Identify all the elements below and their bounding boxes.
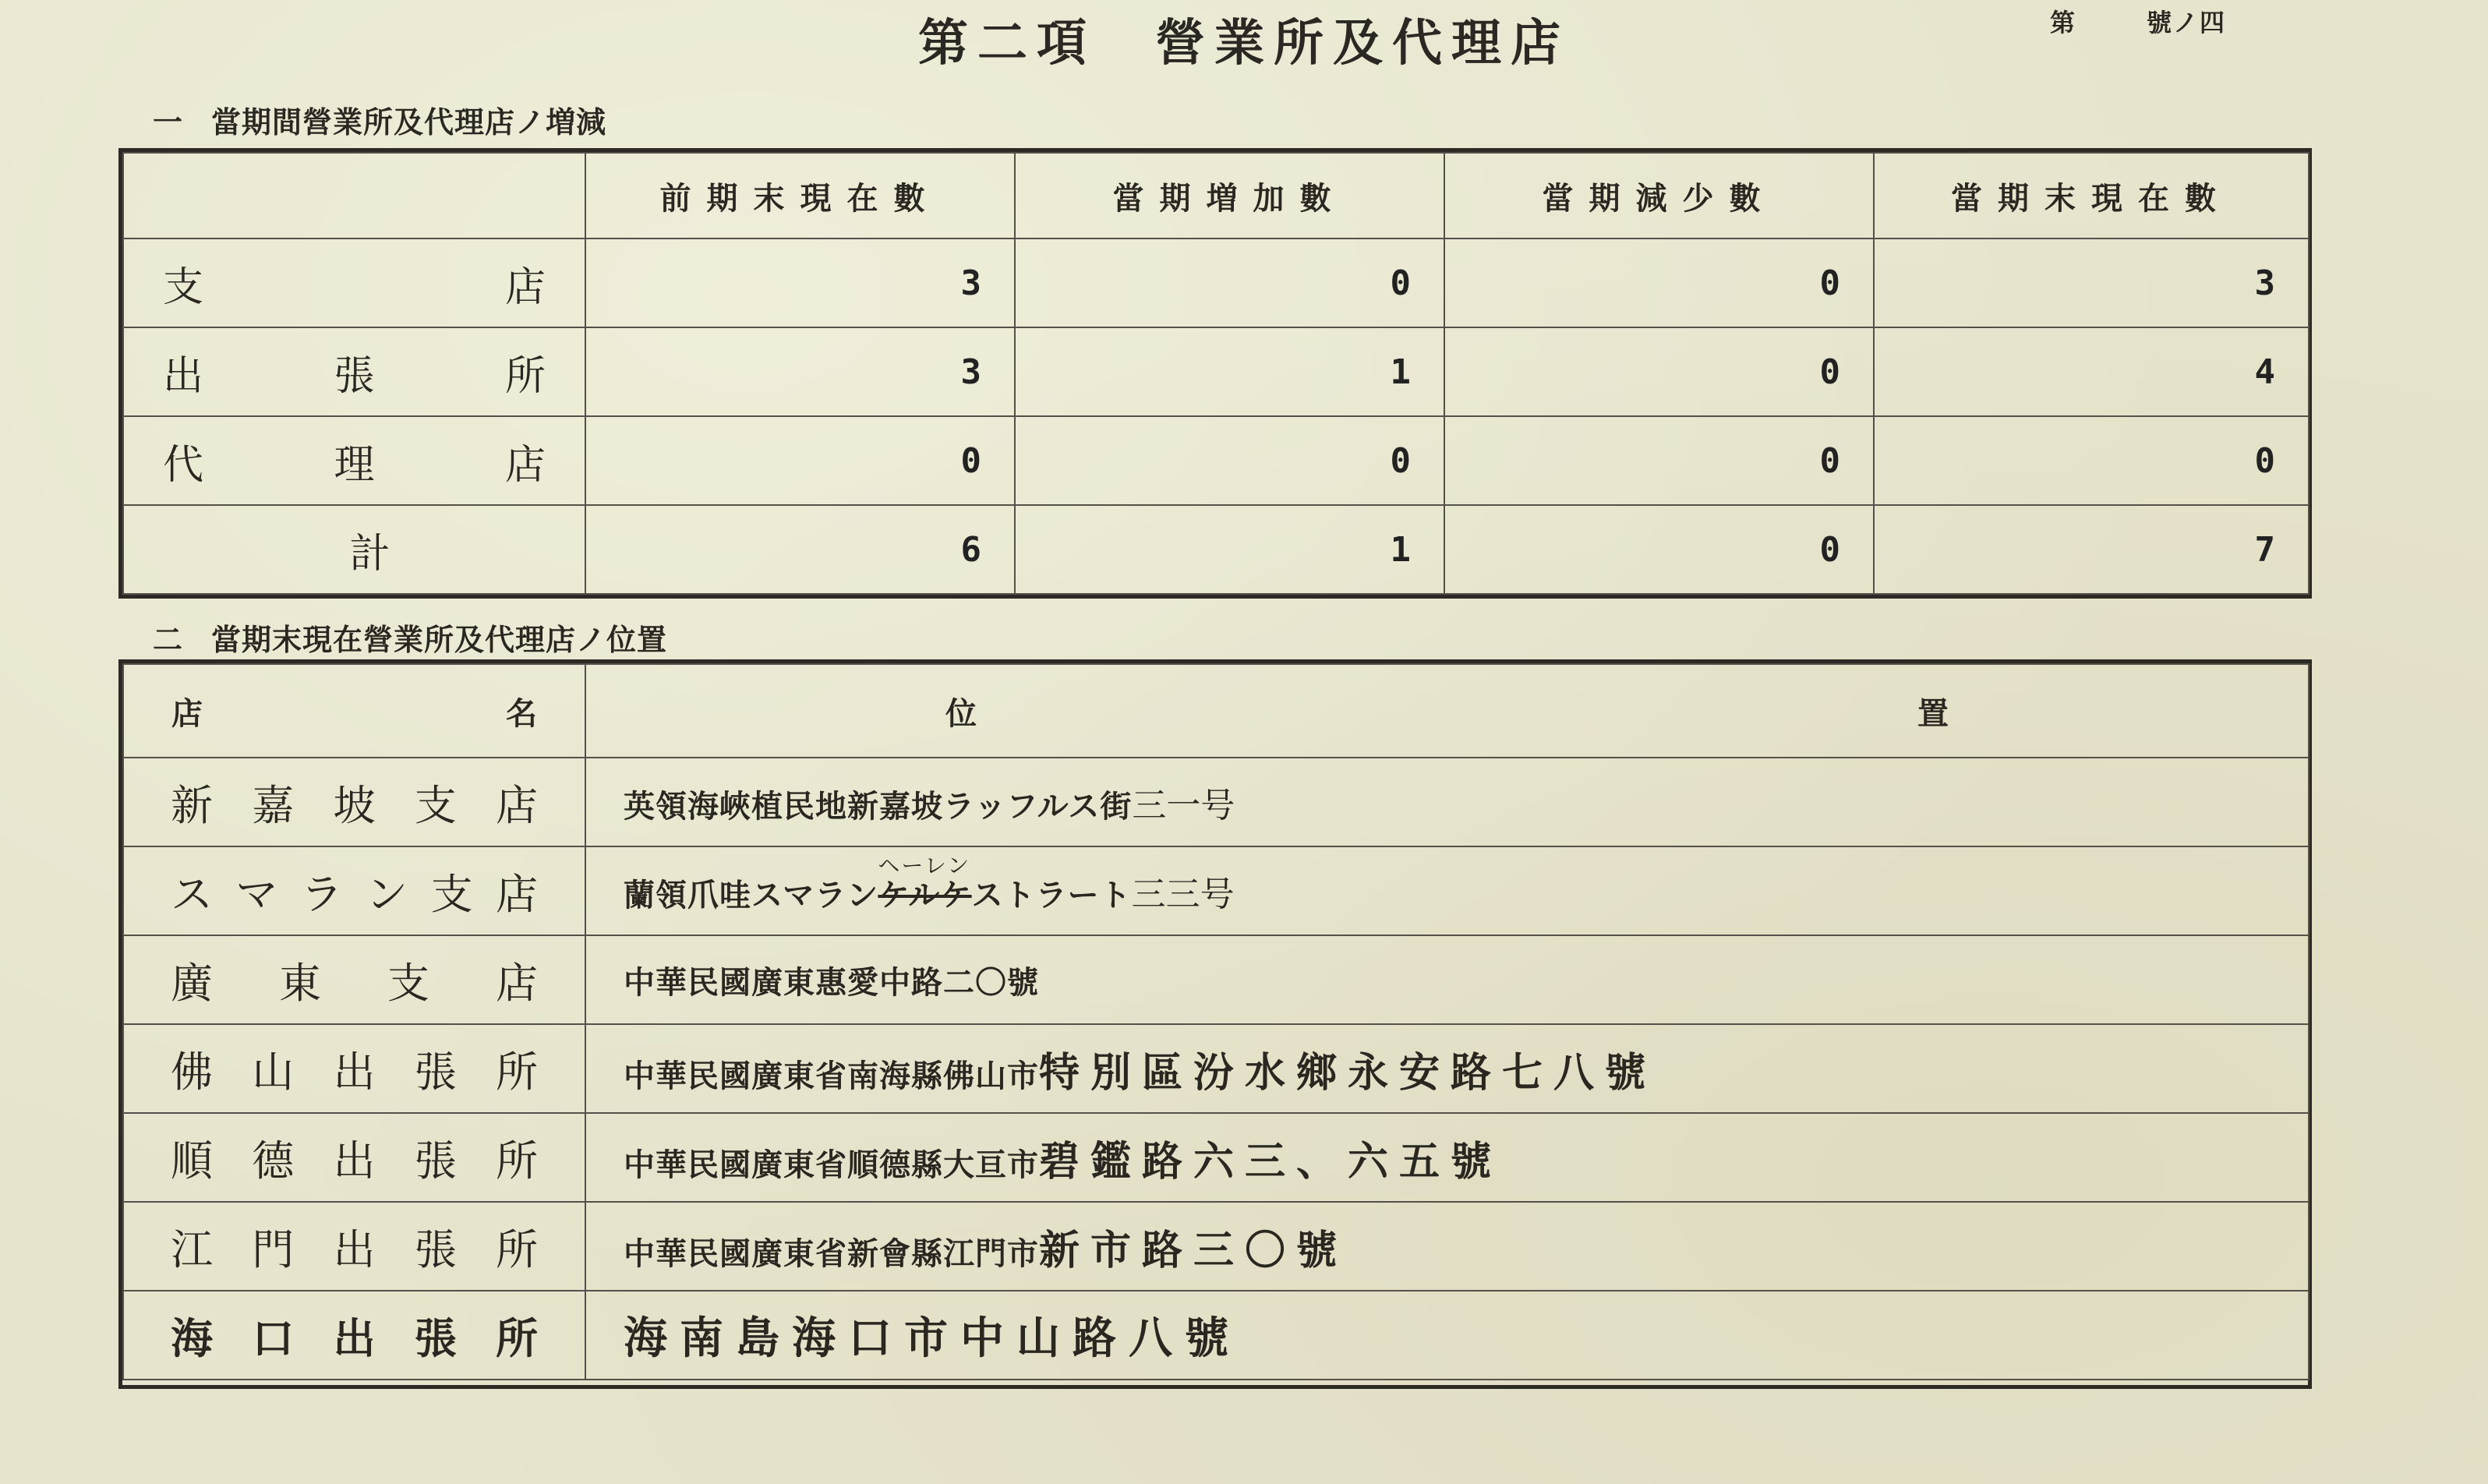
row-label <box>123 238 585 327</box>
table-row <box>123 416 2309 505</box>
location-text-stamped: 三一号 <box>1132 786 1235 825</box>
count-cell: 0 <box>1444 327 1874 416</box>
row-label-char: 代 <box>163 441 204 489</box>
count-cell: 3 <box>1874 238 2309 327</box>
table-row <box>123 238 2309 327</box>
branch-name-char: 張 <box>414 1047 457 1097</box>
branch-name-char: 海 <box>171 1313 213 1363</box>
branch-name-char: ラ <box>300 869 343 919</box>
count-cell: 7 <box>1874 505 2309 594</box>
branch-name-char: 支 <box>430 869 473 919</box>
count-cell: 4 <box>1874 327 2309 416</box>
table-row <box>123 505 2309 594</box>
column-header: 當期増加數 <box>1015 153 1444 238</box>
row-label-char: 理 <box>334 441 375 489</box>
section-1-heading: 一 當期間營業所及代理店ノ増減 <box>153 104 607 140</box>
count-cell: 1 <box>1015 505 1444 594</box>
row-label-char: 計 <box>349 530 391 578</box>
row-label-char: 出 <box>163 352 204 400</box>
branch-name <box>123 1291 585 1380</box>
column-header: 當期減少數 <box>1444 153 1874 238</box>
column-header: 當期末現在數 <box>1874 153 2309 238</box>
table-row <box>123 327 2309 416</box>
branch-location <box>585 1024 2309 1113</box>
column-header-location: 位 置 <box>585 664 2309 758</box>
location-text-stamped: 三三号 <box>1131 874 1235 914</box>
branch-name <box>123 758 585 846</box>
table-row <box>123 846 2309 935</box>
branch-name-char: 山 <box>252 1047 295 1097</box>
branch-name <box>123 1113 585 1202</box>
inserted-text: ヘーレン <box>878 853 971 878</box>
row-label <box>123 505 585 594</box>
location-text-stamped: 特別區汾水鄉永安路七八號 <box>1039 1048 1657 1097</box>
count-cell: 0 <box>1444 416 1874 505</box>
branch-name-char: 坡 <box>333 780 376 830</box>
branch-name <box>123 846 585 935</box>
table-row <box>123 1291 2309 1380</box>
branch-name-char: ン <box>366 869 408 919</box>
location-text-stamped: 碧鑑路六三、六五號 <box>1039 1137 1503 1185</box>
branch-location-table <box>122 663 2310 1380</box>
branch-name-char: 順 <box>171 1136 213 1185</box>
branch-name-char: 店 <box>496 958 538 1008</box>
location-text-printed: 中華民國廣東省南海縣佛山市 <box>624 1057 1039 1094</box>
count-cell: 0 <box>1874 416 2309 505</box>
table-row <box>123 758 2309 846</box>
branch-location <box>585 1291 2309 1380</box>
branch-location <box>585 935 2309 1024</box>
branch-name-char: マ <box>235 869 278 919</box>
branch-name-char: 張 <box>414 1224 457 1274</box>
row-label-char: 張 <box>334 352 375 400</box>
table-row <box>123 935 2309 1024</box>
table-row <box>123 1024 2309 1113</box>
location-correction <box>878 853 972 913</box>
column-header-name: 店 名 <box>123 664 585 758</box>
struck-text: ケルケ <box>878 877 972 913</box>
branch-location <box>585 846 2309 935</box>
location-text-printed: 蘭領爪哇スマラン <box>624 877 878 913</box>
table-row <box>123 1202 2309 1291</box>
branch-location <box>585 1113 2309 1202</box>
branch-name-char: 店 <box>495 869 538 919</box>
branch-name-char: 廣 <box>171 958 213 1008</box>
count-cell: 0 <box>1015 416 1444 505</box>
row-label-char: 所 <box>504 352 546 400</box>
branch-name-char: 出 <box>333 1047 376 1097</box>
page-number-label: 第 號ノ四 <box>2050 8 2227 37</box>
location-text-stamped: 新市路三〇號 <box>1039 1226 1348 1274</box>
branch-name-char: 所 <box>496 1313 538 1363</box>
branch-location <box>585 758 2309 846</box>
location-text-printed: 中華民國廣東惠愛中路二〇號 <box>624 963 1039 1001</box>
page-title: 第二項 營業所及代理店 <box>918 14 1570 72</box>
branch-name-char: 支 <box>387 958 429 1008</box>
table-header-row <box>123 153 2309 238</box>
branch-name <box>123 935 585 1024</box>
count-cell: 6 <box>585 505 1015 594</box>
count-cell: 0 <box>1444 238 1874 327</box>
branch-name-char: 出 <box>333 1224 376 1274</box>
branch-name-char: 所 <box>496 1224 538 1274</box>
row-label <box>123 327 585 416</box>
table-header-row <box>123 664 2309 758</box>
count-cell: 0 <box>1444 505 1874 594</box>
count-cell: 1 <box>1015 327 1444 416</box>
row-label-char: 店 <box>504 263 546 311</box>
location-text: 海南島海口市中山路八號 <box>624 1313 1241 1364</box>
branch-name-char: 張 <box>414 1313 457 1363</box>
row-label-char: 店 <box>504 441 546 489</box>
branch-name-char: 東 <box>279 958 321 1008</box>
branch-name-char: 門 <box>252 1224 295 1274</box>
count-cell: 0 <box>1015 238 1444 327</box>
branch-name-char: 江 <box>171 1224 213 1274</box>
branch-name-char: ス <box>171 869 213 919</box>
row-label <box>123 416 585 505</box>
branch-count-table <box>122 152 2310 595</box>
location-text-printed: 中華民國廣東省順德縣大亘市 <box>624 1146 1039 1183</box>
branch-name-char: 新 <box>171 780 213 830</box>
table-row <box>123 1113 2309 1202</box>
branch-name-char: 嘉 <box>252 780 295 830</box>
branch-name-char: 張 <box>414 1136 457 1185</box>
branch-name-char: 出 <box>333 1313 376 1363</box>
location-text-printed: 中華民國廣東省新會縣江門市 <box>624 1235 1039 1272</box>
branch-name-char: 支 <box>414 780 457 830</box>
count-cell: 3 <box>585 238 1015 327</box>
branch-name-char: 口 <box>252 1313 295 1363</box>
branch-name-char: 所 <box>496 1136 538 1185</box>
branch-name <box>123 1024 585 1113</box>
location-text-printed: ストラート <box>971 877 1132 913</box>
branch-location <box>585 1202 2309 1291</box>
branch-name-char: 德 <box>252 1136 295 1185</box>
empty-header-cell <box>123 153 585 238</box>
location-text-printed: 英領海峽植民地新嘉坡ラッフルス街 <box>624 788 1133 825</box>
branch-name-char: 出 <box>333 1136 376 1185</box>
count-cell: 3 <box>585 327 1015 416</box>
branch-name-char: 店 <box>496 780 538 830</box>
section-2-heading: 二 當期末現在營業所及代理店ノ位置 <box>153 622 668 657</box>
row-label-char: 支 <box>163 263 204 311</box>
column-header: 前期末現在數 <box>585 153 1015 238</box>
branch-name-char: 佛 <box>171 1047 213 1097</box>
branch-name <box>123 1202 585 1291</box>
branch-name-char: 所 <box>496 1047 538 1097</box>
count-cell: 0 <box>585 416 1015 505</box>
